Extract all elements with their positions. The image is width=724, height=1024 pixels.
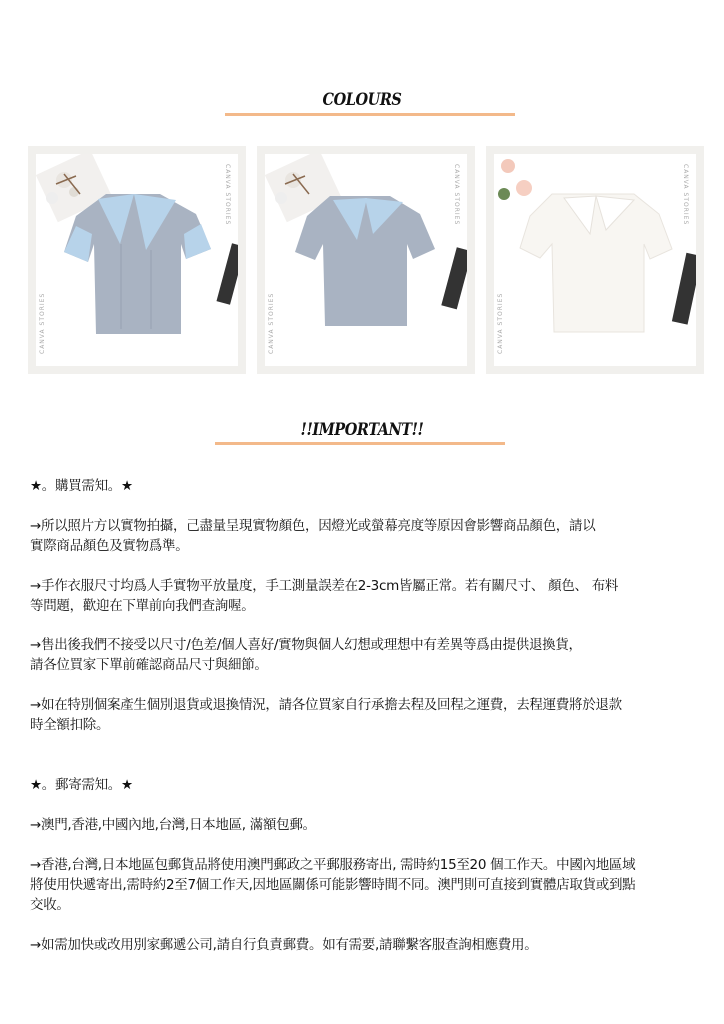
shirt-illustration xyxy=(494,154,696,366)
frame-brand-text: CANVA STORIES xyxy=(39,292,46,354)
shirt-illustration xyxy=(36,154,238,366)
colours-heading: COLOURS xyxy=(322,90,402,110)
product-image-grey[interactable] xyxy=(257,146,475,374)
important-heading: !!IMPORTANT!! xyxy=(300,420,424,440)
purchase-notice-line: →售出後我們不接受以尺寸/色差/個人喜好/實物與個人幻想或理想中有差異等爲由提供退換貨， xyxy=(30,637,582,653)
frame-brand-text: CANVA STORIES xyxy=(224,164,231,226)
product-image-white[interactable] xyxy=(486,146,704,374)
purchase-notice-line: →所以照片方以實物拍攝，己盡量呈現實物顏色，因燈光或螢幕亮度等原因會影響商品顏色，請以 xyxy=(30,518,596,534)
shirt-illustration xyxy=(265,154,467,366)
shipping-notice-line: 交收。 xyxy=(30,897,70,913)
purchase-notice-line: 時全額扣除。 xyxy=(30,717,110,733)
purchase-notice-line: 等問題，歡迎在下單前向我們查詢喔。 xyxy=(30,598,255,614)
frame-brand-text: CANVA STORIES xyxy=(268,292,275,354)
shipping-notice-title: ★。郵寄需知。★ xyxy=(30,777,133,793)
frame-brand-text: CANVA STORIES xyxy=(497,292,504,354)
purchase-notice-line: 請各位買家下單前確認商品尺寸與細節。 xyxy=(30,657,268,673)
shipping-notice-line: 將使用快遞寄出,需時約2至7個工作天,因地區關係可能影響時間不同。澳門則可直接到實體店取貨或到點 xyxy=(30,877,636,893)
frame-brand-text: CANVA STORIES xyxy=(453,164,460,226)
heading-divider xyxy=(225,113,515,116)
frame-brand-text: CANVA STORIES xyxy=(682,164,689,226)
purchase-notice-title: ★。購買需知。★ xyxy=(30,478,133,494)
product-image-grey-blue-collar[interactable] xyxy=(28,146,246,374)
shipping-notice-line: →如需加快或改用別家郵遞公司,請自行負責郵費。如有需要,請聯繫客服查詢相應費用。 xyxy=(30,937,538,953)
purchase-notice-line: →如在特別個案產生個別退貨或退換情況，請各位買家自行承擔去程及回程之運費，去程運費將於退款 xyxy=(30,697,622,713)
heading-divider xyxy=(215,442,505,445)
shipping-notice-line: →澳門,香港,中國內地,台灣,日本地區, 滿額包郵。 xyxy=(30,817,316,833)
shipping-notice-line: →香港,台灣,日本地區包郵貨品將使用澳門郵政之平郵服務寄出, 需時約15至20 個工作天。中國內地區域 xyxy=(30,857,636,873)
purchase-notice-line: 實際商品顏色及實物爲準。 xyxy=(30,538,189,554)
purchase-notice-line: →手作衣服尺寸均爲人手實物平放量度，手工測量誤差在2-3cm皆屬正常。若有關尺寸、 顏色、 布料 xyxy=(30,578,619,594)
